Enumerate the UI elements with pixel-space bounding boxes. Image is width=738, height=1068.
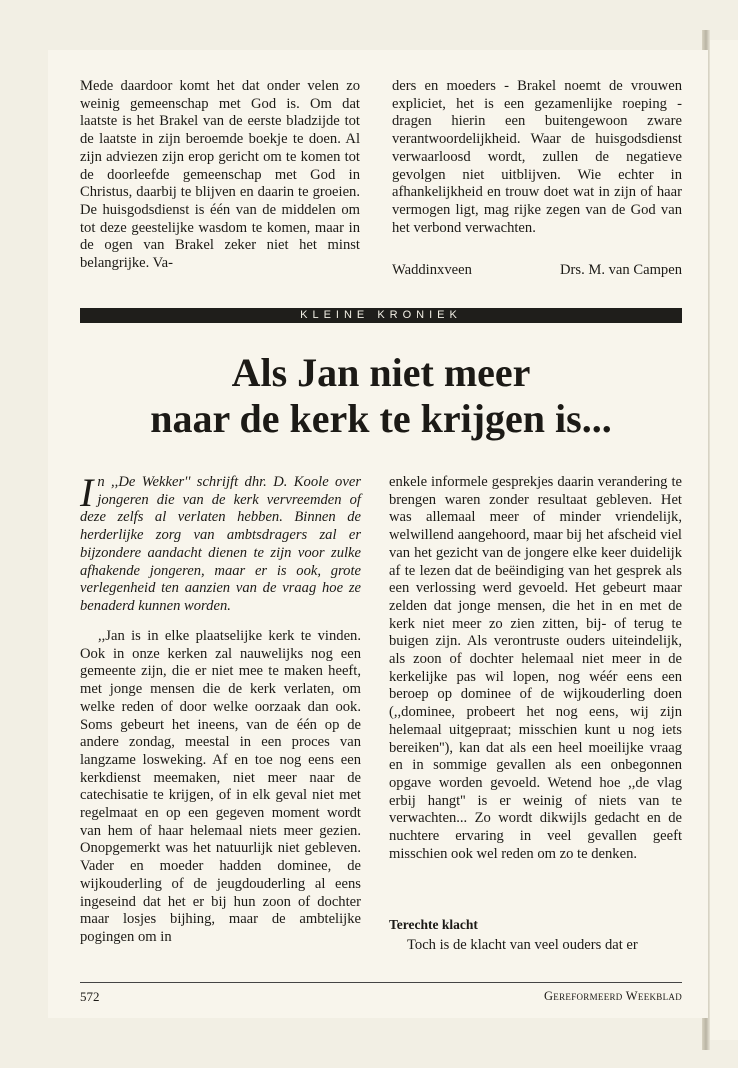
- continued-article-right-text: ders en moeders - Brakel noemt de vrouwen expliciet, het is een gezamenlijke roeping - dragen hierin een buitengewoon zware verantwoordelijkheid. Waar de huisgodsdienst verwaarloosd wordt, zullen de negatieve gevolgen niet uitblijven. Wie echter in afhankelijkheid en trouw doet wat in zijn of haar vermogen ligt, mag rijke zegen van de God van het verbond verwachten.: [392, 78, 682, 236]
- page-number: 572: [80, 989, 100, 1004]
- signature-author: Drs. M. van Campen: [559, 262, 682, 278]
- headline-line-2: naar de kerk te krijgen is...: [150, 396, 612, 441]
- subheading-text: Toch is de klacht van veel ouders dat er: [407, 937, 638, 953]
- intro-text: n ,,De Wekker'' schrijft dhr. D. Koole over jongeren die van de kerk vervreemden of deze zelfs al verlaten hebben. Binnen de herderlijke zorg van ambtsdragers zal er bijzondere aandacht dienen te zijn voor zulke afhakende jongeren, maar er is ook, grote verlegenheid ten aanzien van de vraag hoe ze benaderd kunnen worden.: [80, 474, 361, 614]
- subheading: Terechte klacht: [389, 917, 478, 932]
- signature-place: Waddinxveen: [392, 262, 472, 278]
- headline-line-1: Als Jan niet meer: [231, 350, 531, 395]
- continued-article-left-text: Mede daardoor komt het dat onder velen zo weinig gemeenschap met God is. Om dat laatste is het Brakel van de eerste bladzijde tot de laatste in zijn beroemde boekje te doen. Al zijn adviezen zijn erop gericht om te komen tot de doorleefde gemeenschap met God in Christus, daarbij te blijven en daarin te groeien. De huisgodsdienst is één van de middelen om tot deze geestelijke wasdom te komen, maar in de ogen van Brakel zeker niet het minst belangrijke. Va-: [80, 78, 360, 272]
- body-left-text: ,,Jan is in elke plaatselijke kerk te vinden. Ook in onze kerken zal nauwelijks nog een gemeente zijn, die er niet mee te maken heeft, met jonge mensen die de kerk verlaten, om welke reden of door welke oorzaak dan ook. Soms gebeurt het ineens, van de één op de andere zondag, meestal in een proces van langzame losweking. Af en toe nog eens een kerkdienst meemaken, niet meer naar de catechisatie te krijgen, of in elk geval niet met regelmaat en op een gegeven moment wordt van hem of haar helemaal niets meer gezien. Onopgemerkt was het natuurlijk niet gebleven. Vader en moeder hadden dominee, de wijkouderling of de jeugdouderling al eens ingeseind dat het er bij hun zoon of dochter maar losjes bijhing, maar de ambtelijke pogingen om in: [80, 628, 361, 945]
- continued-article-right-column: [392, 78, 682, 237]
- section-label-bar: KLEINE KRONIEK: [80, 308, 682, 323]
- article-signature: [392, 262, 682, 279]
- article-intro: [80, 470, 361, 616]
- drop-cap: I: [80, 470, 94, 515]
- footer-rule: [80, 982, 682, 983]
- continued-article-left-column: [80, 78, 360, 273]
- article-body-left-column: [80, 628, 361, 947]
- adjacent-page-edge: [708, 40, 738, 1040]
- publication-title: Gereformeerd Weekblad: [543, 989, 682, 1003]
- body-right-text: enkele informele gesprekjes daarin verandering te brengen waren zonder resultaat gebleven. Het was allemaal meer of minder vriendelijk, welwillend aangehoord, maar bij het afscheid viel van het gezicht van de jongere elke keer duidelijk af te lezen dat de beëindiging van het gesprek als een verlossing werd gevoeld. Het gebeurt maar zelden dat jonge mensen, die het in en met de kerk niet meer zo zien zitten, bij- of terug te buigen zijn. Als verontruste ouders uiteindelijk, als zoon of dochter helemaal niet meer in de kerkelijke pas wil lopen, nog wéér eens een beroep op dominee of de wijkouderling doen (,,dominee, probeert het nog eens, wij zijn helemaal uitgepraat; misschien kunt u nog iets bereiken''), kan dat als een heel moeilijke vraag en in sommige gevallen als een onbegonnen opgave worden gevoeld. Wetend hoe ,,de vlag erbij hangt'' is er weinig of niets van te verwachten... Zo wordt dikwijls gedacht en de nuchtere ervaring in veel gevallen geeft misschien ook wel reden om zo te denken.: [389, 474, 682, 862]
- article-body-right-column: [389, 474, 682, 863]
- article-headline: [80, 350, 682, 442]
